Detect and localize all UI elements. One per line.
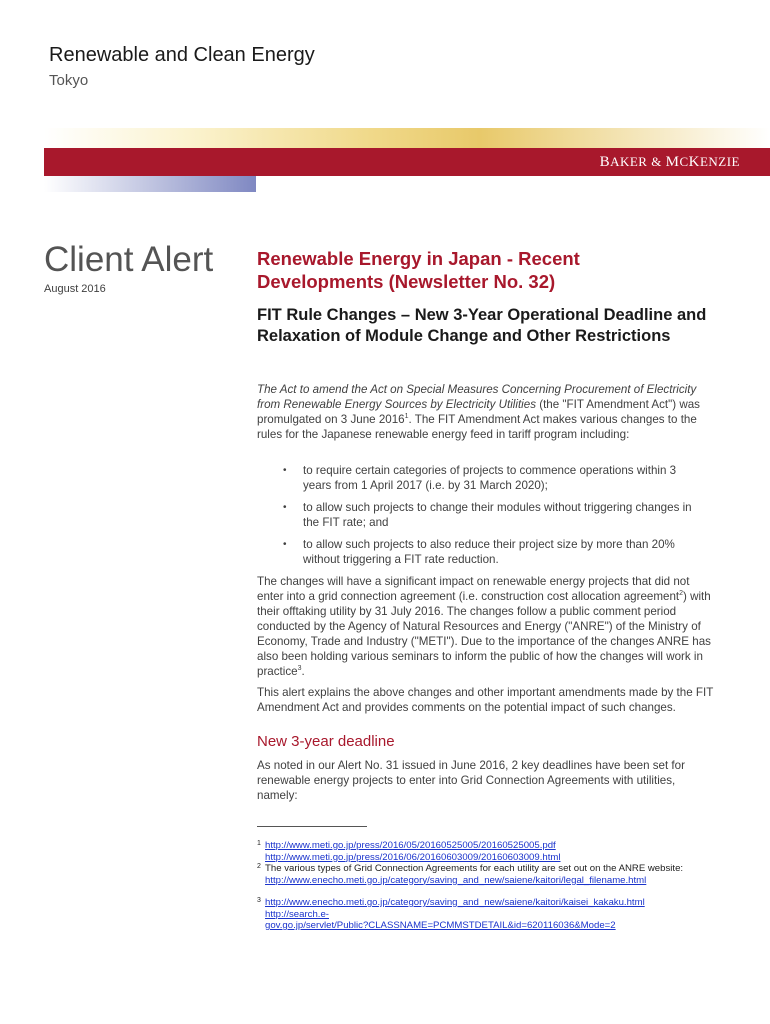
section-heading: New 3-year deadline	[257, 733, 395, 750]
footnote-link[interactable]: http://www.enecho.meti.go.jp/category/saving_and_new/saiene/kaitori/kaisei_kakaku.html	[265, 897, 645, 908]
list-item-text: to require certain categories of projects to commence operations within 3 years from 1 April 2017 (i.e. by 31 March 2020);	[303, 464, 677, 492]
footnote-link[interactable]: gov.go.jp/servlet/Public?CLASSNAME=PCMMSTDETAIL&id=620116036&Mode=2	[265, 920, 616, 931]
footnote-text: The various types of Grid Connection Agreements for each utility are set out on the ANRE website:	[265, 863, 684, 874]
blue-decorative-band	[44, 176, 256, 192]
footnote-number: 2	[257, 863, 261, 870]
newsletter-title: Renewable Energy in Japan - Recent Developments (Newsletter No. 32)	[257, 248, 580, 292]
page-header-location: Tokyo	[49, 72, 89, 89]
baker-mckenzie-logo: BAKER & MCKENZIE	[599, 154, 740, 170]
intro-paragraph: The Act to amend the Act on Special Measures Concerning Procurement of Electricity from Renewable Energy Sources by Electricity Utilities (the "FIT Amendment Act") was promulgated on 3 June 2016$^1$. The FIT Amendment Act makes various changes to the rules for the Japanese renewable energy feed in tariff program including:	[257, 383, 700, 441]
bullet-icon: •	[283, 465, 287, 476]
list-item-text: to allow such projects to also reduce their project size by more than 20% without triggering a FIT rate reduction.	[303, 538, 675, 566]
impact-paragraph: The changes will have a significant impact on renewable energy projects that did not enter into a grid connection agreement (i.e. construction cost allocation agreement$^2$) with their offtaking utility by 31 July 2016. The changes follow a public comment period conducted by the Agency of Natural Resources and Energy ("ANRE") of the Ministry of Economy, Trade and Industry ("METI"). Due to the importance of the changes ANRE has also been holding various seminars to inform the public of how the changes will work in practice$^3$.	[257, 575, 711, 678]
deadline-paragraph: As noted in our Alert No. 31 issued in June 2016, 2 key deadlines have been set for renewable energy projects to enter into Grid Connection Agreements with utilities, namely:	[257, 759, 685, 802]
gold-decorative-band	[44, 128, 770, 148]
alert-date: August 2016	[44, 283, 106, 295]
client-alert-label: Client Alert	[44, 240, 214, 279]
footnote-link[interactable]: http://search.e-	[265, 908, 329, 920]
article-title: FIT Rule Changes – New 3-Year Operational Deadline and Relaxation of Module Change and Other Restrictions	[257, 306, 707, 345]
footnote-link[interactable]: http://www.meti.go.jp/press/2016/05/20160525005/20160525005.pdf	[265, 840, 556, 851]
list-item-text: to allow such projects to change their modules without triggering changes in the FIT rate; and	[303, 501, 692, 529]
bullet-icon: •	[283, 502, 287, 513]
footnote-number: 3	[257, 897, 261, 904]
footnote-ref-2[interactable]: 2	[679, 590, 684, 597]
footnote-link[interactable]: http://www.enecho.meti.go.jp/category/saving_and_new/saiene/kaitori/legal_filename.html	[265, 874, 647, 886]
footnote-number: 1	[257, 840, 261, 847]
footnote-link[interactable]: http://www.meti.go.jp/press/2016/06/20160603009/20160603009.html	[265, 851, 561, 863]
page-header-title: Renewable and Clean Energy	[49, 44, 315, 66]
footnote-ref-3[interactable]: 3	[297, 665, 302, 672]
bullet-icon: •	[283, 539, 287, 550]
footnote-divider	[257, 826, 367, 827]
footnote-ref-1[interactable]: 1	[404, 413, 409, 420]
summary-paragraph: This alert explains the above changes and other important amendments made by the FIT Amendment Act and provides comments on the potential impact of such changes.	[257, 686, 714, 714]
